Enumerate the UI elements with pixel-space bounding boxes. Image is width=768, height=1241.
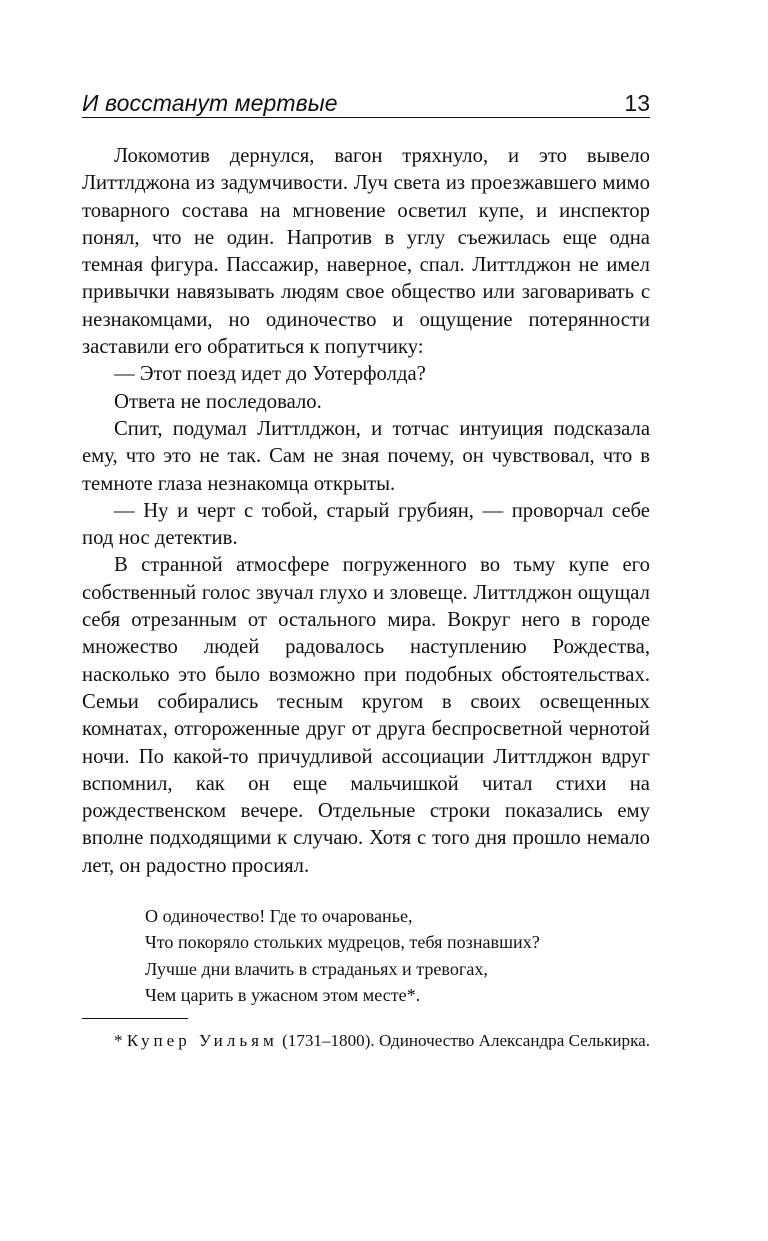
dialogue-line: — Этот поезд идет до Уотерфолда? [114,363,426,386]
paragraph: Спит, подумал Литтлджон, и тотчас интуиция подсказала ему, что это не так. Сам не зная почему, он чувствовал, что в темноте глаза незнакомца открыты. [82,417,650,495]
footnote-marker: * [114,1031,123,1051]
running-head [82,78,650,118]
poem-line: Лучше дни влачить в страданьях и тревогах, [145,958,488,979]
book-title: И восстанут мертвые [82,90,338,116]
book-page [82,78,650,1072]
poem-quote [145,903,650,1008]
dialogue-line: — Ну и черт с тобой, старый грубиян, — проворчал себе под нос детектив. [82,499,650,550]
paragraph: В странной атмосфере погруженного во тьму купе его собственный голос звучал глухо и зловеще. Литтлджон ощущал себя отрезанным от остального мира. Вокруг него в городе множество людей радовалось наступлению Рождества, насколько это было возможно при подобных обстоятельствах. Семьи собирались тесным кругом в своих освещенных комнатах, отгороженные друг от друга беспросветной чернотой ночи. По какой-то причудливой ассоциации Литтлджон вдруг вспомнил, как он еще мальчишкой читал стихи на рождественском вечере. Отдельные строки показались ему вполне подходящими к случаю. Хотя с того дня прошло немало лет, он радостно просиял. [82,554,650,877]
poem-line: Что покоряло стольких мудрецов, тебя познавших? [145,932,540,953]
paragraph: Ответа не последовало. [114,390,322,413]
footnote-author: Купер Уильям [126,1031,278,1051]
footnote-text: (1731–1800). Одиночество Александра Селькирка. [277,1031,651,1051]
poem-line: Чем царить в ужасном этом месте*. [145,984,421,1005]
footnote [82,1028,650,1054]
poem-line: О одиночество! Где то очарованье, [145,906,413,927]
page-number: 13 [624,90,650,116]
footnote-divider [82,1018,188,1019]
body-text [82,143,650,880]
paragraph: Локомотив дернулся, вагон тряхнуло, и это вывело Литтлджона из задумчивости. Луч света из проезжавшего мимо товарного состава на мгновение осветил купе, и инспектор понял, что не один. Напротив в углу съежилась еще одна темная фигура. Пассажир, наверное, спал. Литтлджон не имел привычки навязывать людям свое общество или заговаривать с незнакомцами, но одиночество и ощущение потерянности заставили его обратиться к попутчику: [82,145,650,359]
